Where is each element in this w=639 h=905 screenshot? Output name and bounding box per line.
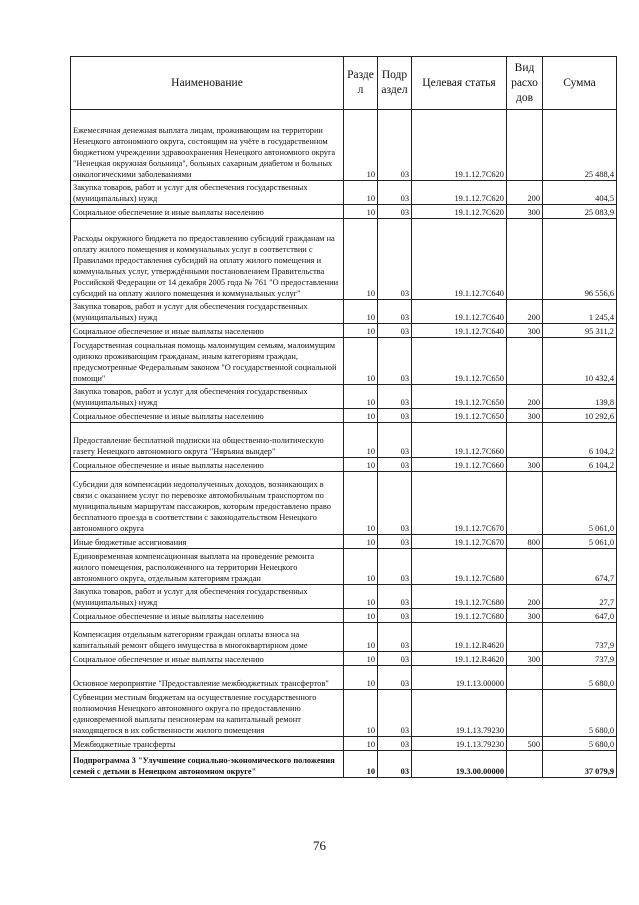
row-subsection: 03 [378,609,412,623]
row-section: 10 [344,385,378,409]
row-sum: 6 104,2 [543,458,617,472]
row-section: 10 [344,205,378,219]
row-exp-type [507,110,543,181]
row-section: 10 [344,535,378,549]
row-section: 10 [344,737,378,751]
header-subsection: Подр аздел [378,57,412,110]
row-exp-type [507,690,543,737]
table-row [71,751,617,778]
row-exp-type [507,751,543,778]
header-name: Наименование [71,57,344,110]
row-name: Закупка товаров, работ и услуг для обеспечения государственных (муниципальных) нужд [71,300,344,324]
row-section: 10 [344,751,378,778]
row-target: 19.1.12.7С660 [412,458,507,472]
row-section: 10 [344,300,378,324]
row-subsection: 03 [378,585,412,609]
row-exp-type: 500 [507,737,543,751]
table-header-row [71,57,617,110]
table-row [71,110,617,181]
budget-table [70,56,617,778]
row-subsection: 03 [378,110,412,181]
table-row [71,535,617,549]
row-target: 19.1.13.00000 [412,666,507,690]
row-subsection: 03 [378,549,412,585]
row-subsection: 03 [378,409,412,423]
row-target: 19.1.12.7С680 [412,549,507,585]
row-sum: 737,9 [543,652,617,666]
row-target: 19.1.12.7С620 [412,181,507,205]
row-target: 19.1.12.7С640 [412,219,507,300]
row-sum: 5 680,0 [543,737,617,751]
row-sum: 6 104,2 [543,423,617,458]
table-row [71,609,617,623]
row-section: 10 [344,110,378,181]
row-exp-type: 300 [507,652,543,666]
row-exp-type: 300 [507,205,543,219]
row-sum: 1 245,4 [543,300,617,324]
row-subsection: 03 [378,300,412,324]
row-name: Социальное обеспечение и иные выплаты населению [71,205,344,219]
table-row [71,666,617,690]
table-row [71,219,617,300]
row-section: 10 [344,666,378,690]
header-section: Разде л [344,57,378,110]
table-row [71,205,617,219]
row-sum: 27,7 [543,585,617,609]
row-exp-type [507,219,543,300]
row-name: Межбюджетные трансферты [71,737,344,751]
table-row [71,690,617,737]
row-subsection: 03 [378,338,412,385]
row-section: 10 [344,409,378,423]
row-subsection: 03 [378,623,412,652]
row-subsection: 03 [378,181,412,205]
table-row [71,300,617,324]
row-target: 19.1.12.7С650 [412,409,507,423]
row-sum: 674,7 [543,549,617,585]
row-sum: 96 556,6 [543,219,617,300]
table-row [71,181,617,205]
row-sum: 139,8 [543,385,617,409]
row-name: Компенсация отдельным категориям граждан оплаты взноса на капитальный ремонт общего имущества в многоквартирном доме [71,623,344,652]
row-target: 19.1.13.79230 [412,690,507,737]
row-name: Закупка товаров, работ и услуг для обеспечения государственных (муниципальных) нужд [71,385,344,409]
row-target: 19.1.12.7С640 [412,300,507,324]
row-exp-type: 300 [507,609,543,623]
row-exp-type [507,338,543,385]
row-exp-type: 200 [507,181,543,205]
row-name: Предоставление бесплатной подписки на общественно-политическую газету Ненецкого автономного округа "Няръяна вындер" [71,423,344,458]
row-target: 19.1.12.7С670 [412,535,507,549]
row-name: Субвенции местным бюджетам на осуществление государственного полномочия Ненецкого автономного округа по предоставлению единовременной выплаты пенсионерам на капитальный ремонт находящегося в их собственности жилого помещения [71,690,344,737]
row-exp-type: 300 [507,409,543,423]
row-section: 10 [344,609,378,623]
row-exp-type: 800 [507,535,543,549]
page-number: 76 [313,838,326,853]
row-subsection: 03 [378,219,412,300]
row-sum: 5 061,0 [543,535,617,549]
row-section: 10 [344,423,378,458]
row-target: 19.1.12.7С620 [412,205,507,219]
row-section: 10 [344,181,378,205]
row-section: 10 [344,623,378,652]
table-row [71,472,617,535]
row-target: 19.1.12.7С680 [412,585,507,609]
table-row [71,623,617,652]
row-exp-type [507,549,543,585]
row-exp-type: 200 [507,300,543,324]
row-name: Основное мероприятие "Предоставление межбюджетных трансфертов" [71,666,344,690]
row-target: 19.3.00.00000 [412,751,507,778]
row-section: 10 [344,458,378,472]
row-section: 10 [344,338,378,385]
row-target: 19.1.13.79230 [412,737,507,751]
row-exp-type: 300 [507,324,543,338]
row-name: Расходы окружного бюджета по предоставлению субсидий гражданам на оплату жилого помещения и коммунальных услуг в соответствии с Правилами предоставления субсидий на оплату жилого помещения и коммунальных услуг, утверждёнными постановлением Правительства Российской Федерации от 14 декабря 2005 года № 761 "О предоставлении субсидий на оплату жилого помещения и коммунальных услуг" [71,219,344,300]
table-row [71,385,617,409]
table-row [71,423,617,458]
table-row [71,737,617,751]
row-section: 10 [344,219,378,300]
table-row [71,585,617,609]
row-subsection: 03 [378,423,412,458]
row-sum: 25 488,4 [543,110,617,181]
row-exp-type [507,666,543,690]
row-sum: 647,0 [543,609,617,623]
row-exp-type [507,623,543,652]
row-name: Государственная социальная помощь малоимущим семьям, малоимущим одиноко проживающим гражданам, иным категориям граждан, предусмотренные Федеральным законом "О государственной социальной помощи" [71,338,344,385]
row-sum: 10 432,4 [543,338,617,385]
header-sum: Сумма [543,57,617,110]
row-sum: 5 061,0 [543,472,617,535]
row-sum: 737,9 [543,623,617,652]
row-target: 19.1.12.7С680 [412,609,507,623]
row-subsection: 03 [378,385,412,409]
row-target: 19.1.12.7С670 [412,472,507,535]
row-target: 19.1.12.7С650 [412,385,507,409]
row-sum: 10 292,6 [543,409,617,423]
row-target: 19.1.12.7С620 [412,110,507,181]
row-section: 10 [344,472,378,535]
row-sum: 5 680,0 [543,666,617,690]
row-subsection: 03 [378,324,412,338]
row-name: Субсидии для компенсации недополученных доходов, возникающих в связи с оказанием услуг по перевозке автомобильным транспортом по муниципальным маршрутам пассажиров, которым предоставлено право бесплатного проезда в соответствии с законодательством Ненецкого автономного округа [71,472,344,535]
table-row [71,652,617,666]
row-subsection: 03 [378,751,412,778]
row-sum: 95 311,2 [543,324,617,338]
row-section: 10 [344,585,378,609]
table-row [71,338,617,385]
row-target: 19.1.12.7С660 [412,423,507,458]
row-name: Ежемесячная денежная выплата лицам, проживающим на территории Ненецкого автономного округа, состоящим на учёте в государственном бюджетном учреждении здравоохранения Ненецкого автономного округа "Ненецкая окружная больница", больных сахарным диабетом и больных онкологическими заболеваниями [71,110,344,181]
row-name: Социальное обеспечение и иные выплаты населению [71,652,344,666]
row-subsection: 03 [378,472,412,535]
row-name: Социальное обеспечение и иные выплаты населению [71,409,344,423]
row-section: 10 [344,652,378,666]
row-exp-type: 300 [507,458,543,472]
row-target: 19.1.12.7С640 [412,324,507,338]
row-name: Иные бюджетные ассигнования [71,535,344,549]
row-name: Единовременная компенсационная выплата на проведение ремонта жилого помещения, расположенного на территории Ненецкого автономного округа, отдельным категориям граждан [71,549,344,585]
row-name: Закупка товаров, работ и услуг для обеспечения государственных (муниципальных) нужд [71,181,344,205]
row-exp-type [507,472,543,535]
row-exp-type [507,423,543,458]
row-target: 19.1.12.R4620 [412,652,507,666]
row-sum: 25 083,9 [543,205,617,219]
header-exp-type: Вид расхо дов [507,57,543,110]
row-name: Социальное обеспечение и иные выплаты населению [71,458,344,472]
row-name: Подпрограмма 3 "Улучшение социально-экономического положения семей с детьми в Ненецком автономном округе" [71,751,344,778]
budget-sheet [70,56,616,778]
row-subsection: 03 [378,535,412,549]
row-exp-type: 200 [507,585,543,609]
row-subsection: 03 [378,737,412,751]
table-row [71,549,617,585]
row-section: 10 [344,324,378,338]
row-subsection: 03 [378,652,412,666]
header-target: Целевая статья [412,57,507,110]
row-subsection: 03 [378,666,412,690]
row-sum: 5 680,0 [543,690,617,737]
table-row [71,409,617,423]
row-section: 10 [344,690,378,737]
row-name: Социальное обеспечение и иные выплаты населению [71,324,344,338]
table-body [71,110,617,778]
row-exp-type: 200 [507,385,543,409]
table-row [71,324,617,338]
row-section: 10 [344,549,378,585]
row-sum: 37 079,9 [543,751,617,778]
row-subsection: 03 [378,690,412,737]
row-target: 19.1.12.7С650 [412,338,507,385]
table-row [71,458,617,472]
row-sum: 404,5 [543,181,617,205]
row-name: Закупка товаров, работ и услуг для обеспечения государственных (муниципальных) нужд [71,585,344,609]
row-target: 19.1.12.R4620 [412,623,507,652]
row-subsection: 03 [378,458,412,472]
row-name: Социальное обеспечение и иные выплаты населению [71,609,344,623]
row-subsection: 03 [378,205,412,219]
